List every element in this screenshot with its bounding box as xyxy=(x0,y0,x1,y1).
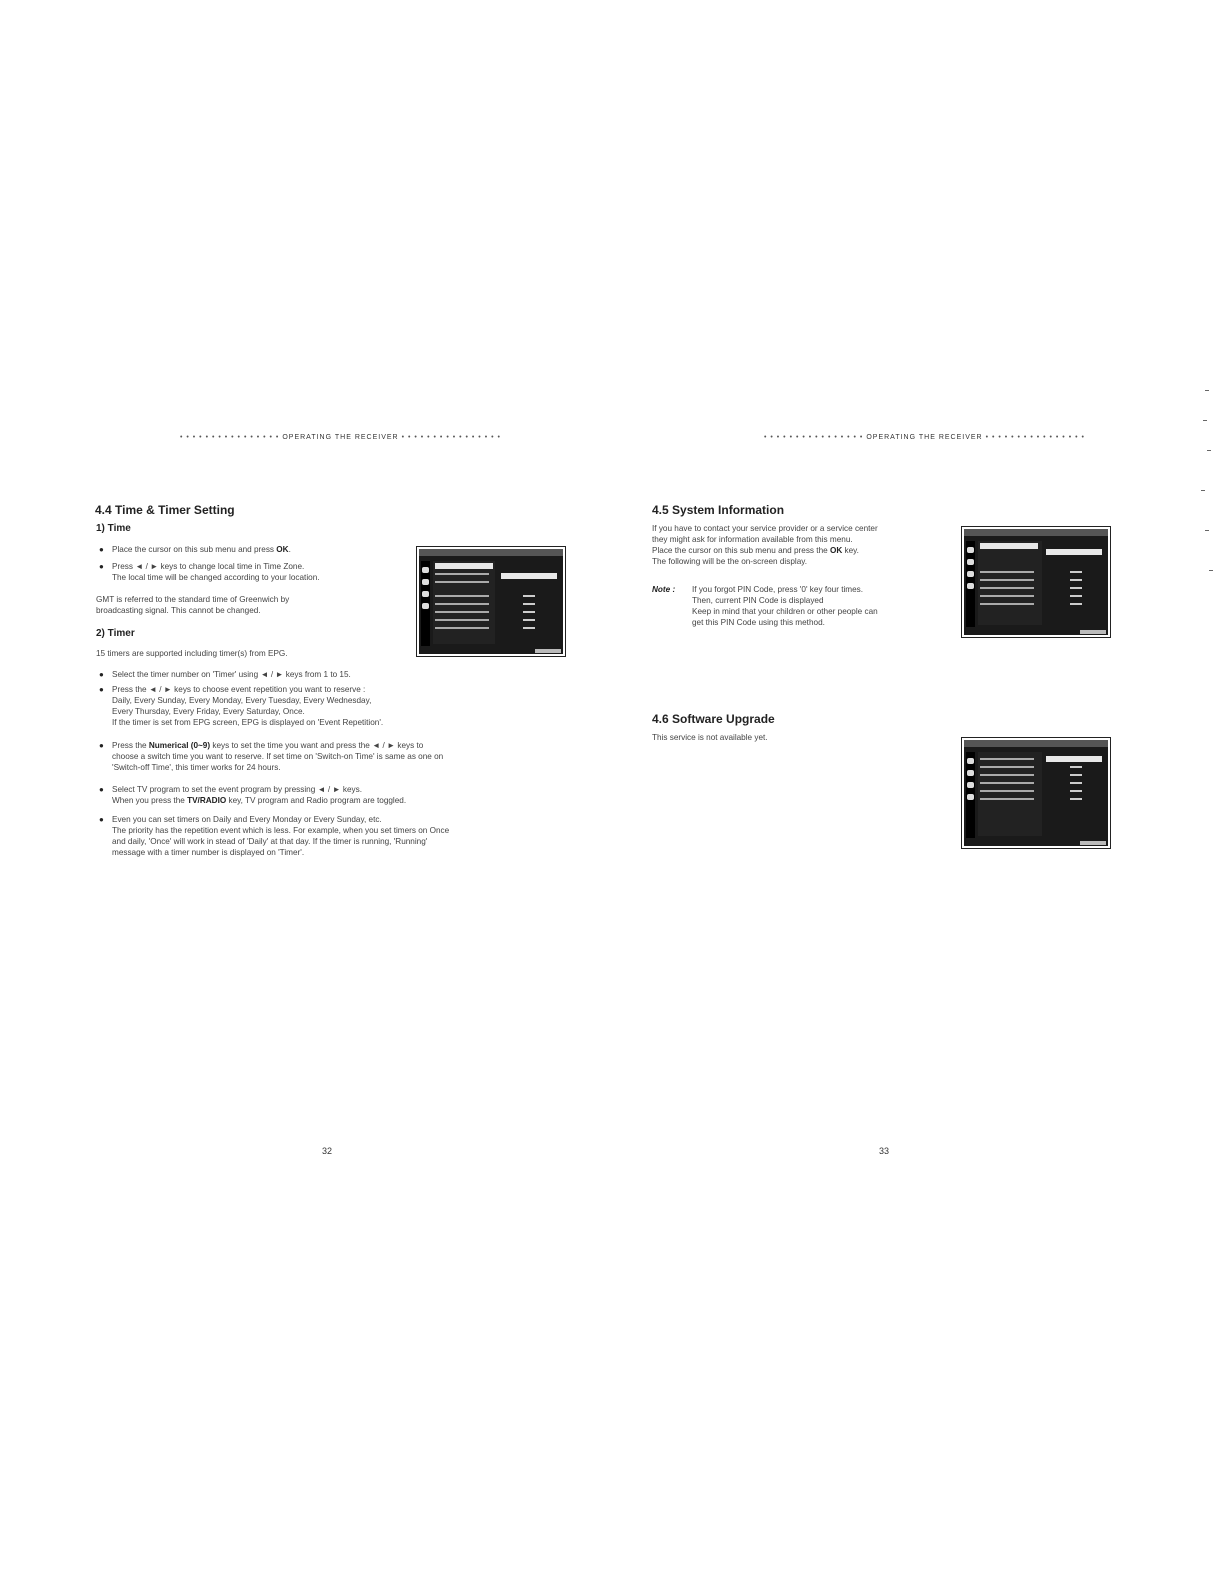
upgrade-title: 4.6 Software Upgrade xyxy=(652,712,775,726)
timer-bullet-3: ● Press the Numerical (0~9) keys to set the time you want and press the ◄ / ► keys to choose a switch time you want to reserve. If set time on 'Switch-on Time' is same as one on 'Switch-off Time', this timer works for 24 hours. xyxy=(99,741,444,772)
sysinfo-paragraph: If you have to contact your service provider or a service center they might ask for information available from this menu. Place the cursor on this sub menu and press the OK key. The following will be the on-screen display. xyxy=(652,524,878,566)
section-title: 4.4 Time & Timer Setting xyxy=(95,503,235,517)
timer-bullet-2: ● Press the ◄ / ► keys to choose event repetition you want to reserve : Daily, Every Sunday, Every Monday, Every Tuesday, Every Wednesday, Every Thursday, Every Friday, Every Saturday, Once. If the timer is set from EPG screen, EPG is displayed on 'Event Repetition'. xyxy=(99,685,384,727)
timer-intro: 15 timers are supported including timer(s) from EPG. xyxy=(96,649,288,658)
osd-screenshot-software-upgrade xyxy=(961,737,1111,849)
timer-heading: 2) Timer xyxy=(96,628,135,639)
gmt-paragraph: GMT is referred to the standard time of Greenwich by broadcasting signal. This cannot be changed. xyxy=(96,595,290,615)
running-header-text: OPERATING THE RECEIVER xyxy=(866,434,983,441)
page-number: 33 xyxy=(879,1146,890,1156)
osd-screenshot-system-info xyxy=(961,526,1111,638)
time-bullet-2: ● Press ◄ / ► keys to change local time in Time Zone. The local time will be changed according to your location. xyxy=(99,562,320,582)
timer-bullet-4: ● Select TV program to set the event program by pressing ◄ / ► keys. When you press the TV/RADIO key, TV program and Radio program are toggled. xyxy=(99,785,407,805)
page-number: 32 xyxy=(322,1146,333,1156)
running-header-text: OPERATING THE RECEIVER xyxy=(282,434,399,441)
osd-screenshot-time-timer xyxy=(416,546,566,657)
timer-bullet-1: ● Select the timer number on 'Timer' using ◄ / ► keys from 1 to 15. xyxy=(99,670,351,679)
time-bullet-1: ● Place the cursor on this sub menu and press OK. xyxy=(99,545,291,554)
running-header: • • • • • • • • • • • • • • • • OPERATING THE RECEIVER • • • • • • • • • • • • • • • • xyxy=(180,434,501,441)
note-label: Note : xyxy=(652,585,676,594)
upgrade-text: This service is not available yet. xyxy=(652,733,768,742)
running-header: • • • • • • • • • • • • • • • • OPERATING THE RECEIVER • • • • • • • • • • • • • • • • xyxy=(764,434,1085,441)
time-heading: 1) Time xyxy=(96,523,131,534)
right-page: • • • • • • • • • • • • • • • • OPERATING THE RECEIVER • • • • • • • • • • • • • • • • 4.5 System Information If you have to contact your service provider or a service center they might ask for information available from this menu. Place the cursor on this sub menu and press the OK key. The following will be the on-screen display. Note : If you forgot PIN Code, press '0' key four times. Then, current PIN Code is displayed Keep in mind that your children or other people can get this PIN Code using this method. 4.6 Software Upgrade This service is not available yet. 33 xyxy=(612,0,1223,1584)
scan-margin-marks xyxy=(1185,380,1215,600)
sysinfo-title: 4.5 System Information xyxy=(652,503,785,517)
timer-bullet-5: ● Even you can set timers on Daily and Every Monday or Every Sunday, etc. The priority has the repetition event which is less. For example, when you set timers on Once and daily, 'Once' will work in stead of 'Daily' at that day. If the timer is running, 'Running' message with a timer number is displayed on 'Timer'. xyxy=(99,815,450,857)
